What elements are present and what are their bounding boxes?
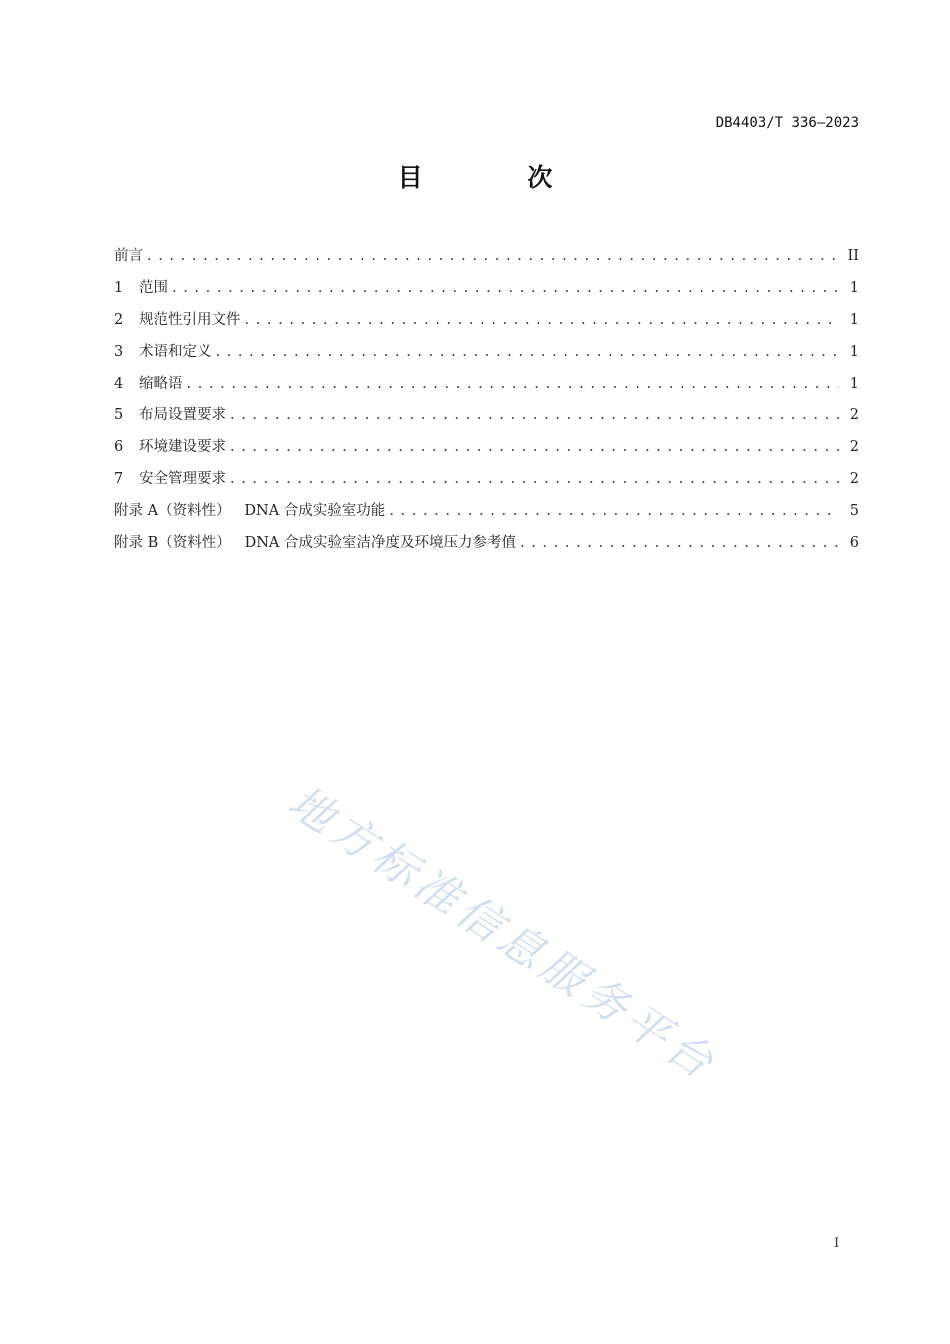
dot-leader — [245, 312, 840, 328]
toc-entry-normative-references[interactable] — [114, 308, 859, 340]
toc-entry-label: 术语和定义 — [139, 343, 212, 360]
toc-entry-page: 2 — [849, 471, 859, 488]
toc-entry-foreword[interactable] — [114, 244, 859, 276]
dot-leader — [147, 248, 839, 264]
toc-entry-page: 6 — [849, 535, 859, 552]
dot-leader — [187, 376, 840, 392]
toc-entry-page: 5 — [849, 503, 859, 520]
dot-leader — [230, 407, 839, 423]
toc-entry-number: 1 — [114, 279, 124, 296]
toc-entry-label: 缩略语 — [139, 375, 183, 392]
toc-entry-number: 5 — [114, 407, 124, 424]
toc-entry-terms-definitions[interactable] — [114, 340, 859, 372]
toc-entry-page: 1 — [849, 343, 859, 360]
dot-leader — [520, 535, 839, 551]
toc-entry-page: 2 — [849, 439, 859, 456]
toc-entry-number: 3 — [114, 343, 124, 360]
document-code: DB4403/T 336—2023 — [715, 115, 859, 131]
toc-entry-environment-requirements[interactable] — [114, 435, 859, 467]
toc-entry-appendix-a[interactable] — [114, 499, 859, 531]
toc-entry-page: 1 — [849, 311, 859, 328]
page-title: 目 次 — [397, 163, 601, 192]
toc-entry-label: 范围 — [139, 279, 168, 296]
toc-entry-label: 前言 — [114, 248, 143, 264]
toc-entry-label: 布局设置要求 — [139, 407, 226, 424]
watermark: 地方标准信息服务平台 — [278, 776, 727, 1092]
page-number: I — [834, 1236, 840, 1251]
toc-entry-label: 规范性引用文件 — [139, 311, 241, 328]
dot-leader — [216, 344, 840, 360]
toc-entry-layout-requirements[interactable] — [114, 403, 859, 435]
dot-leader — [230, 439, 839, 455]
toc-entry-number: 4 — [114, 375, 124, 392]
dot-leader — [172, 280, 839, 296]
toc-entry-abbreviations[interactable] — [114, 372, 859, 404]
toc-entry-page: 2 — [849, 407, 859, 424]
table-of-contents — [114, 244, 859, 563]
toc-entry-number: 2 — [114, 311, 124, 328]
toc-entry-label: 附录 A（资料性） DNA 合成实验室功能 — [114, 503, 386, 520]
toc-entry-page: 1 — [849, 279, 859, 296]
toc-entry-scope[interactable] — [114, 276, 859, 308]
toc-entry-label: 附录 B（资料性） DNA 合成实验室洁净度及环境压力参考值 — [114, 535, 516, 552]
toc-entry-page: 1 — [849, 375, 859, 392]
toc-entry-number: 7 — [114, 471, 124, 488]
toc-entry-number: 6 — [114, 439, 124, 456]
dot-leader — [230, 471, 839, 487]
toc-entry-appendix-b[interactable] — [114, 531, 859, 563]
toc-entry-page: II — [847, 248, 859, 264]
dot-leader — [389, 503, 839, 519]
toc-entry-safety-requirements[interactable] — [114, 467, 859, 499]
toc-entry-label: 安全管理要求 — [139, 471, 226, 488]
toc-entry-label: 环境建设要求 — [139, 439, 226, 456]
